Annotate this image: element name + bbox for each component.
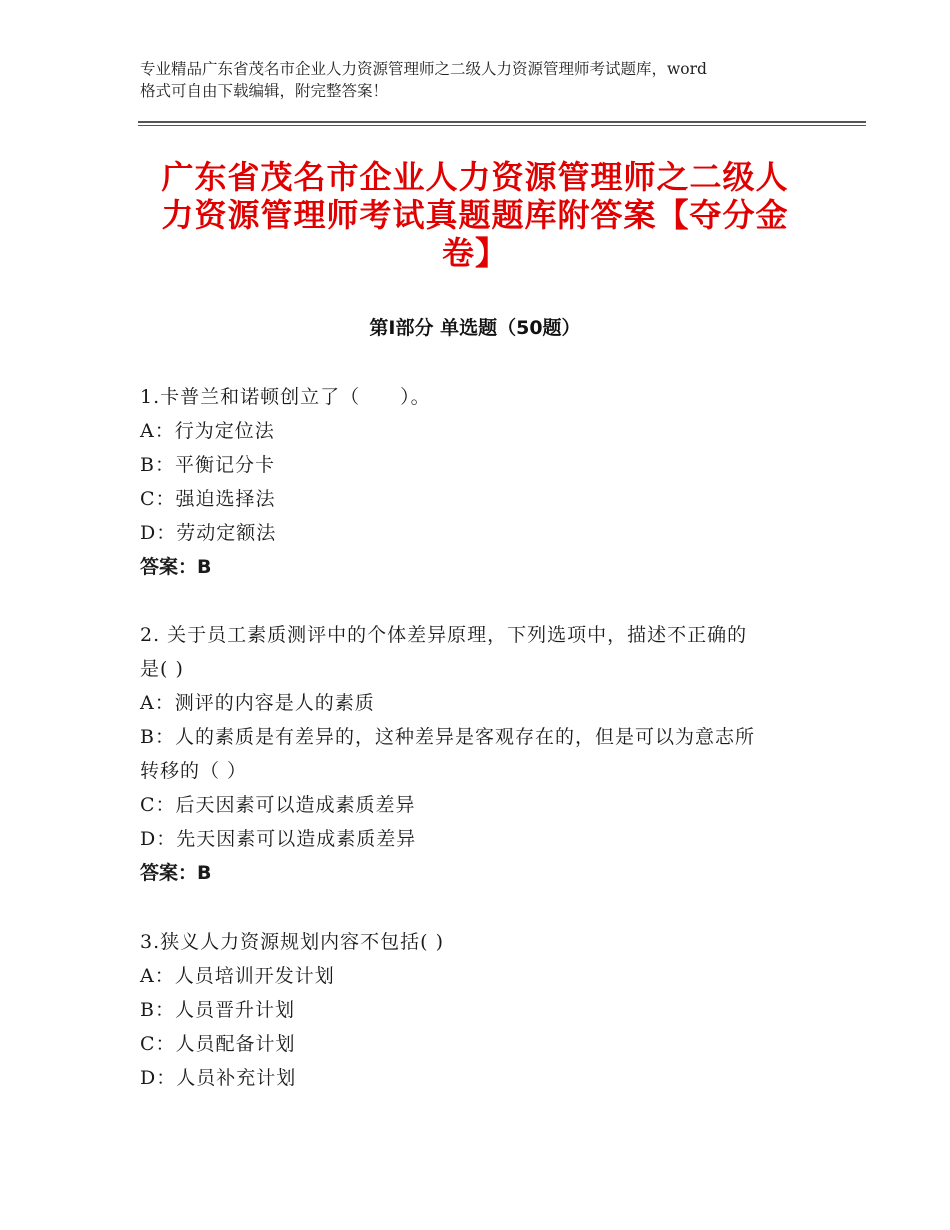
question-1 <box>140 380 820 584</box>
option-b-continued: 转移的（ ） <box>140 760 248 782</box>
answer-label: 答案：B <box>140 862 212 884</box>
question-stem-continued: 是( ) <box>140 658 184 680</box>
option-c: C：人员配备计划 <box>140 1033 296 1055</box>
header-divider-thick <box>138 121 866 123</box>
option-c: C：强迫选择法 <box>140 488 276 510</box>
option-b: B：人员晋升计划 <box>140 999 295 1021</box>
header-note-line-2: 格式可自由下载编辑，附完整答案！ <box>140 82 389 100</box>
document-title-line-2: 力资源管理师考试真题题库附答案【夺分金 <box>161 196 789 234</box>
option-d: D：先天因素可以造成素质差异 <box>140 828 417 850</box>
question-2 <box>140 618 820 890</box>
document-title-line-3: 卷】 <box>441 234 508 272</box>
option-b: B：人的素质是有差异的，这种差异是客观存在的，但是可以为意志所 <box>140 726 755 748</box>
question-stem: 2. 关于员工素质测评中的个体差异原理，下列选项中，描述不正确的 <box>140 624 748 646</box>
document-title-line-1: 广东省茂名市企业人力资源管理师之二级人 <box>161 158 789 196</box>
header-divider-thin <box>138 125 866 126</box>
answer-label: 答案：B <box>140 556 212 578</box>
section-title: 第Ⅰ部分 单选题（50题） <box>369 317 581 339</box>
option-a: A：测评的内容是人的素质 <box>140 692 375 714</box>
option-c: C：后天因素可以造成素质差异 <box>140 794 416 816</box>
question-stem: 1.卡普兰和诺顿创立了（ ）。 <box>140 386 431 408</box>
option-a: A：行为定位法 <box>140 420 275 442</box>
header-note-line-1: 专业精品广东省茂名市企业人力资源管理师之二级人力资源管理师考试题库，word <box>140 60 707 78</box>
header-note <box>140 58 820 102</box>
question-stem: 3.狭义人力资源规划内容不包括( ) <box>140 931 444 953</box>
question-3 <box>140 925 820 1095</box>
option-a: A：人员培训开发计划 <box>140 965 335 987</box>
option-b: B：平衡记分卡 <box>140 454 275 476</box>
document-title <box>135 158 815 272</box>
option-d: D：人员补充计划 <box>140 1067 297 1089</box>
option-d: D：劳动定额法 <box>140 522 277 544</box>
